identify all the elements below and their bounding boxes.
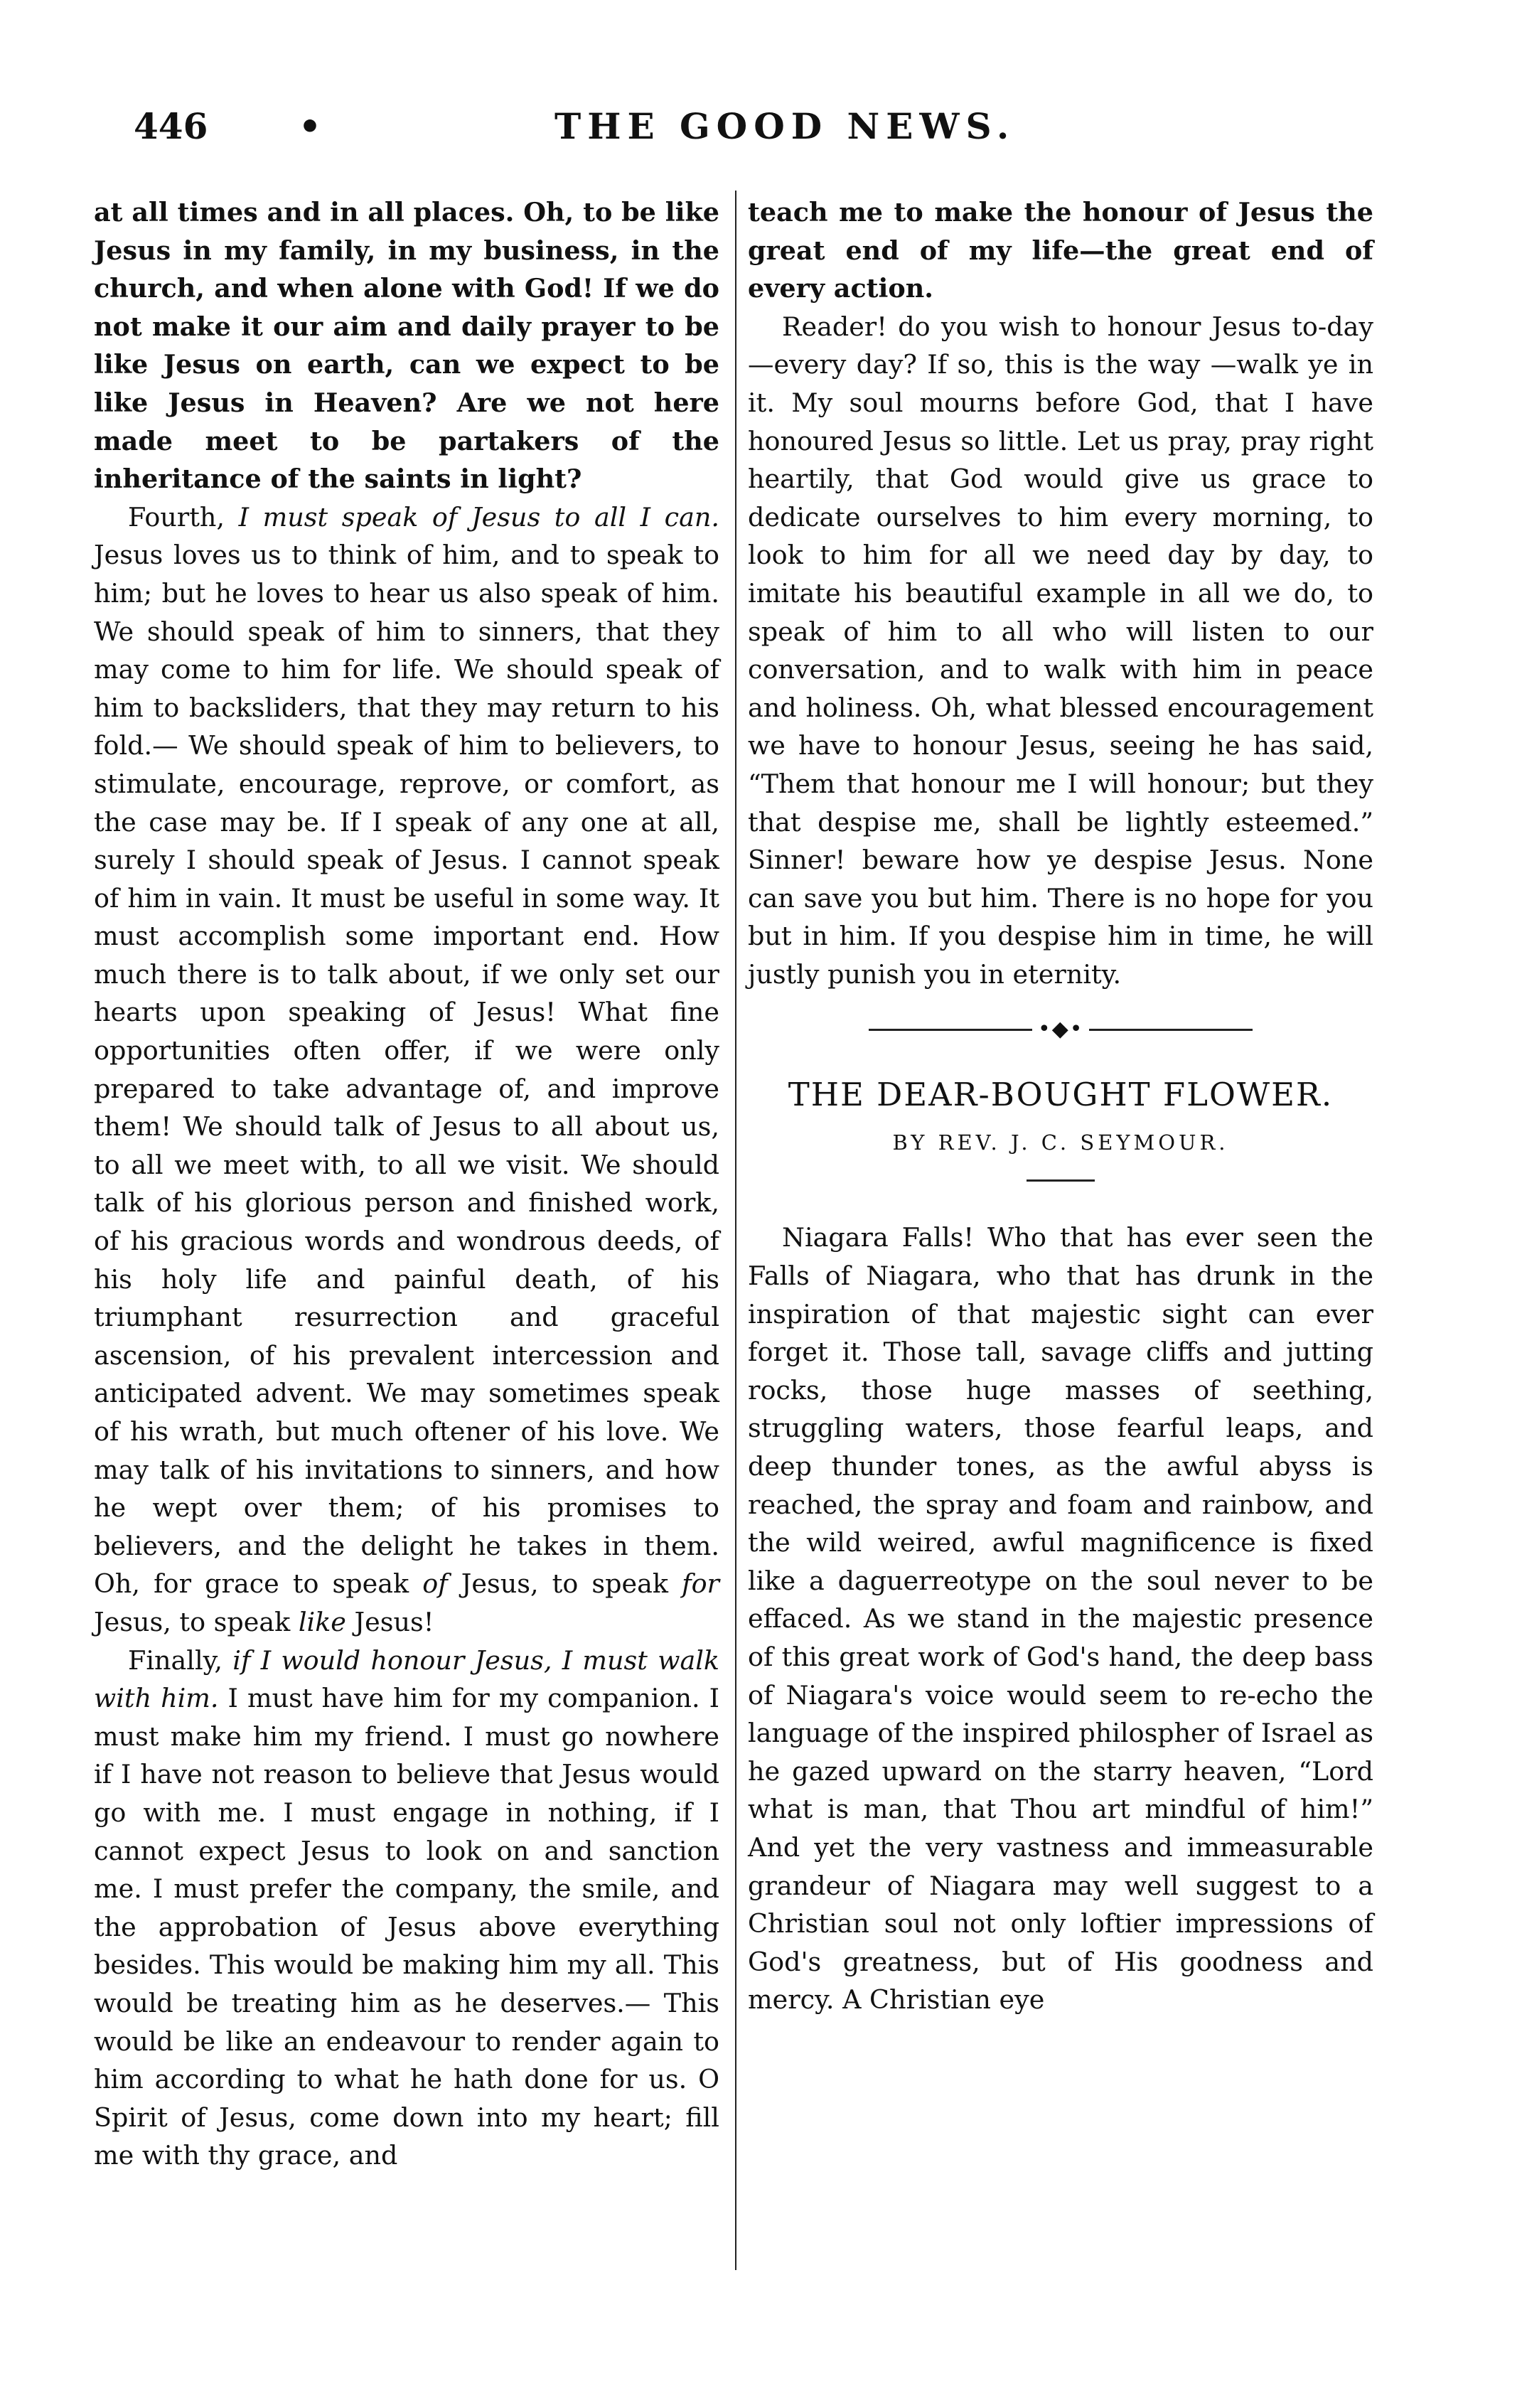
right-paragraph-1: teach me to make the honour of Jesus the great end of my life—the great end of every action. — [748, 197, 1373, 304]
p3-body: I must have him for my companion. I must make him my friend. I must go nowhere if I have not reason to believe that Jesus would go with me. I must engage in nothing, if I cannot expect Jesus to look on and sanction me. I must prefer the company, the smile, and the approbation of Jesus above everything besides. This would be making him my all. This would be treating him as he deserves.— This would be like an endeavour to render again to him according to what he hath done for us. O Spirit of Jesus, come down into my heart; fill me with thy grace, and — [94, 1683, 719, 2171]
p2-of: of — [422, 1568, 448, 1600]
page-number: 446 — [134, 105, 208, 147]
right-paragraph-2: Reader! do you wish to honour Jesus to-day—every day? If so, this is the way —walk ye in it. My soul mourns before God, that I have honoured Jesus so little. Let us pray, pray right heartily, that God would give us grace to dedicate ourselves to him every morning, to look to him for all we need day by day, to imitate his beautiful example in all we do, to speak of him to all who will listen to our conversation, and to walk with him in peace and holiness. Oh, what blessed encouragement we have to honour Jesus, seeing he has said, “Them that honour me I will honour; but they that despise me, shall be lightly esteemed.” Sinner! beware how ye despise Jesus. None can save you but him. There is no hope for you but in him. If you despise him in time, he will justly punish you in eternity. — [748, 311, 1373, 990]
ornament-mark: •◆• — [1032, 1010, 1089, 1049]
left-column — [94, 193, 719, 2175]
p2-italic-heading: I must speak of Jesus to all I can. — [238, 501, 719, 533]
p2-like: like — [298, 1606, 346, 1637]
left-paragraph-3 — [94, 1642, 719, 2175]
p3-italic-heading: if I would honour Jesus, I must walk with him. — [94, 1644, 719, 1714]
p2-lead: Fourth, — [128, 501, 239, 533]
article-paragraph-1: Niagara Falls! Who that has ever seen the Falls of Niagara, who that has drunk in the inspiration of that majestic sight can ever forget it. Those tall, savage cliffs and jutting rocks, those huge masses of seething, struggling waters, those fearful leaps, and deep thunder tones, as the awful abyss is reached, the spray and foam and rainbow, and the wild weired, awful magnificence is fixed like a daguerreotype on the soul never to be effaced. As we stand in the majestic presence of this great work of God's hand, the deep bass of Niagara's voice would seem to re-echo the language of the inspired philospher of Israel as he gazed upward on the starry heaven, “Lord what is man, that Thou art mindful of him!” And yet the very vastness and immeasurable grandeur of Niagara may well suggest to a Christian soul not only loftier impressions of God's greatness, but of His goodness and mercy. A Christian eye — [748, 1222, 1373, 2016]
section-ornament — [748, 1012, 1373, 1047]
column-divider — [735, 191, 736, 2270]
p3-lead: Finally, — [128, 1644, 233, 1676]
short-rule — [1027, 1179, 1095, 1182]
p2-for: for — [682, 1568, 719, 1600]
p2-body-d: Jesus! — [345, 1606, 434, 1637]
article-byline: BY REV. J. C. SEYMOUR. — [892, 1130, 1229, 1155]
header-bullet: • — [299, 105, 321, 147]
p2-body: Jesus loves us to think of him, and to speak to him; but he loves to hear us also speak of him. We should speak of him to sinners, that they may come to him for life. We should speak of him to backsliders, that they may return to his fold.— We should speak of him to believers, to stimulate, encourage, reprove, or comfort, as the case may be. If I speak of any one at all, surely I should speak of Jesus. I cannot speak of him in vain. It must be useful in some way. It must accomplish some important end. How much there is to talk about, if we only set our hearts upon speaking of Jesus! What fine opportunities often offer, if we were only prepared to take advantage of, and improve them! We should talk of Jesus to all about us, to all we meet with, to all we visit. We should talk of his glorious person and finished work, of his gracious words and wondrous deeds, of his holy life and painful death, of his triumphant resurrection and graceful ascension, of his prevalent intercession and anticipated advent. We may sometimes speak of his wrath, but much oftener of his love. We may talk of his invitations to sinners, and how he wept over them; of his promises to believers, and the delight he takes in them. Oh, for grace to speak — [94, 540, 719, 1600]
page-header — [100, 105, 1415, 162]
left-paragraph-1: at all times and in all places. Oh, to be like Jesus in my family, in my business, in the church, and when alone with God! If we do not make it our aim and daily prayer to be like Jesus on earth, can we expect to be like Jesus in Heaven? Are we not here made meet to be partakers of the inheritance of the saints in light? — [94, 197, 719, 495]
left-paragraph-2 — [94, 498, 719, 1642]
running-title: THE GOOD NEWS. — [554, 105, 1016, 147]
article-title: THE DEAR-BOUGHT FLOWER. — [788, 1076, 1334, 1114]
p2-body-b: Jesus, to speak — [447, 1568, 682, 1600]
right-column — [748, 193, 1373, 2019]
p2-body-c: Jesus, to speak — [94, 1606, 299, 1637]
